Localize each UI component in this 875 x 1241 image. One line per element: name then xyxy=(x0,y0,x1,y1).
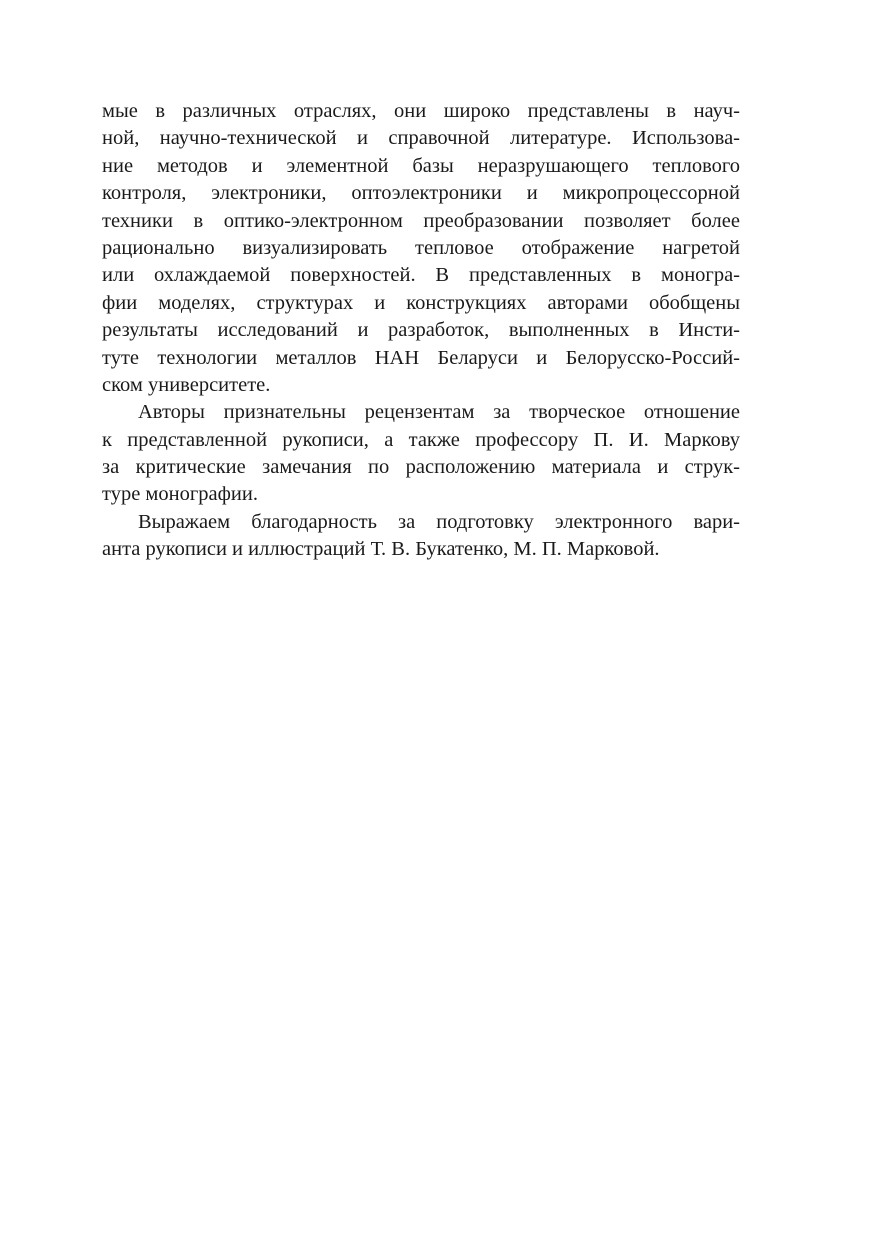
text-line: результаты исследований и разработок, выполненных в Инсти- xyxy=(102,319,740,342)
text-line: ском университете. xyxy=(102,373,271,396)
text-line: фии моделях, структурах и конструкциях авторами обобщены xyxy=(102,291,740,314)
paragraph-acknowledgement-reviewers xyxy=(102,399,740,509)
paragraph-continued xyxy=(102,98,740,399)
text-line: мые в различных отраслях, они широко представлены в науч- xyxy=(102,100,740,122)
text-line: ние методов и элементной базы неразрушающего теплового xyxy=(102,154,740,177)
text-line: к представленной рукописи, а также профессору П. И. Маркову xyxy=(102,428,740,451)
text-line: контроля, электроники, оптоэлектроники и микропроцессорной xyxy=(102,182,740,205)
text-line: Авторы признательны рецензентам за творческое отношение xyxy=(138,401,740,424)
text-line: туте технологии металлов НАН Беларуси и Белорусско-Россий- xyxy=(102,346,740,369)
text-line: туре монографии. xyxy=(102,483,258,506)
body-text xyxy=(102,98,740,564)
text-line: Выражаем благодарность за подготовку электронного вари- xyxy=(138,510,740,533)
text-line: техники в оптико-электронном преобразовании позволяет более xyxy=(102,209,740,232)
text-line: или охлаждаемой поверхностей. В представленных в моногра- xyxy=(102,264,740,287)
text-line: ной, научно-технической и справочной литературе. Использова- xyxy=(102,127,740,150)
text-line: рационально визуализировать тепловое отображение нагретой xyxy=(102,236,740,259)
text-line: анта рукописи и иллюстраций Т. В. Букатенко, М. П. Марковой. xyxy=(102,538,660,561)
text-line: за критические замечания по расположению материала и струк- xyxy=(102,456,740,479)
paragraph-acknowledgement-preparation xyxy=(102,509,740,564)
